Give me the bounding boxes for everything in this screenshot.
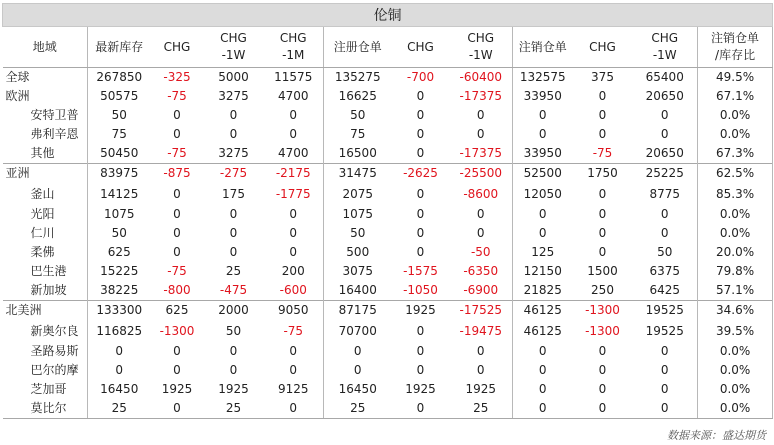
- cell-registered-chg: 0: [416, 146, 425, 160]
- cell-cancelled-warrants: 0: [513, 380, 573, 399]
- cell-cancelled-chg-1w: 0: [660, 363, 669, 377]
- cell-registered-chg-1w: 0: [476, 108, 485, 122]
- header-line: 最新库存: [95, 39, 144, 54]
- cell-cancelled-chg: 0: [598, 89, 607, 103]
- cell-cancelled-warrants: 52500: [513, 164, 573, 184]
- cell-chg-1w: 0: [229, 108, 238, 122]
- cell-cancelled-chg-1w: 6375: [649, 264, 681, 278]
- table-row: [3, 399, 773, 419]
- cell-cancelled-chg-1w: 0: [660, 344, 669, 358]
- cell-latest-stock: 133300: [88, 301, 151, 321]
- header-cancelled-stock-ratio: [698, 27, 773, 68]
- cell-cancelled-warrants: 12150: [513, 262, 573, 281]
- cell-cancelled-stock-ratio: 79.8%: [698, 262, 773, 281]
- cell-latest-stock: 14125: [88, 183, 151, 205]
- cell-cancelled-warrants: 0: [513, 399, 573, 419]
- cell-cancelled-chg-1w: 20650: [645, 89, 684, 103]
- cell-registered-warrants: 135275: [324, 68, 392, 88]
- cell-chg: -75: [167, 89, 187, 103]
- cell-chg: 0: [173, 226, 181, 240]
- cell-cancelled-chg: 1750: [573, 164, 633, 184]
- header-line: 注册仓单: [333, 39, 382, 54]
- cell-region: 全球: [3, 68, 88, 88]
- table-row: [3, 144, 773, 164]
- cell-chg-1w: 3275: [218, 89, 249, 103]
- cell-registered-warrants: 50: [324, 224, 392, 243]
- header-line: CHG: [407, 39, 434, 54]
- cell-registered-chg: 1925: [392, 301, 450, 321]
- cell-cancelled-warrants: 0: [513, 224, 573, 243]
- header-line: CHG: [220, 31, 247, 45]
- cell-cancelled-chg-1w: 0: [633, 399, 698, 419]
- cell-region: 芝加哥: [3, 380, 88, 399]
- cell-region: 新加坡: [3, 281, 88, 301]
- cell-cancelled-stock-ratio: 0.0%: [698, 106, 773, 125]
- cell-chg: 0: [173, 245, 181, 259]
- cell-cancelled-chg: 0: [598, 344, 607, 358]
- cell-chg-1m: -600: [279, 283, 307, 297]
- cell-chg: 0: [173, 127, 181, 141]
- cell-cancelled-chg: -1300: [573, 301, 633, 321]
- cell-cancelled-warrants: 46125: [513, 320, 573, 342]
- cell-chg: -75: [167, 264, 187, 278]
- cell-cancelled-chg-1w: 25225: [633, 164, 698, 184]
- cell-cancelled-stock-ratio: 67.1%: [698, 87, 773, 106]
- cell-chg-1m: -1775: [275, 187, 311, 201]
- cell-registered-chg: -1575: [403, 264, 438, 278]
- cell-registered-chg-1w: -19475: [459, 324, 502, 338]
- cell-region: 巴生港: [3, 262, 88, 281]
- header-line: CHG: [651, 31, 679, 45]
- cell-chg-1m: 0: [289, 108, 298, 122]
- cell-chg-1m: 0: [289, 245, 298, 259]
- cell-registered-warrants: 3075: [324, 262, 392, 281]
- cell-cancelled-chg-1w: 6425: [649, 283, 681, 297]
- cell-chg-1w: 0: [229, 344, 238, 358]
- cell-registered-chg: -1050: [403, 283, 438, 297]
- cell-cancelled-chg: 0: [598, 207, 607, 221]
- copper-inventory-table: [2, 3, 773, 419]
- cell-registered-chg-1w: 1925: [465, 382, 497, 396]
- cell-registered-chg: 0: [416, 89, 425, 103]
- cell-chg-1w: 50: [225, 324, 242, 338]
- cell-registered-warrants: 16450: [324, 380, 392, 399]
- cell-latest-stock: 116825: [88, 320, 151, 342]
- cell-latest-stock: 0: [88, 361, 151, 380]
- cell-chg: 0: [173, 207, 181, 221]
- header-line: /库存比: [715, 48, 756, 62]
- cell-chg-1w: 25: [225, 264, 242, 278]
- cell-chg-1w: 0: [229, 207, 238, 221]
- cell-cancelled-stock-ratio: 0.0%: [698, 342, 773, 361]
- header-line: CHG: [467, 31, 495, 45]
- cell-chg-1w: -475: [219, 283, 248, 297]
- cell-latest-stock: 38225: [88, 281, 151, 301]
- cell-chg-1w: 0: [229, 363, 238, 377]
- cell-cancelled-chg-1w: 20650: [645, 146, 684, 160]
- cell-cancelled-stock-ratio: 0.0%: [698, 380, 773, 399]
- cell-chg-1m: 0: [289, 226, 298, 240]
- cell-cancelled-chg-1w: 8775: [649, 187, 681, 201]
- cell-registered-chg-1w: 0: [476, 127, 485, 141]
- cell-registered-chg-1w: -17525: [450, 301, 513, 321]
- cell-cancelled-stock-ratio: 0.0%: [698, 224, 773, 243]
- cell-region: 莫比尔: [3, 399, 88, 419]
- table-row: [3, 262, 773, 281]
- table-row: [3, 243, 773, 262]
- cell-registered-chg-1w: -6350: [463, 264, 499, 278]
- cell-registered-chg: 0: [416, 344, 425, 358]
- cell-cancelled-warrants: 33950: [513, 144, 573, 164]
- cell-cancelled-chg: 375: [591, 70, 614, 84]
- header-line: CHG: [589, 39, 616, 54]
- cell-chg: -325: [163, 70, 191, 84]
- cell-cancelled-chg: 0: [598, 245, 607, 259]
- cell-chg-1m: 9125: [277, 382, 309, 396]
- header-chg-1w: [204, 27, 264, 68]
- cell-registered-warrants: 70700: [324, 320, 392, 342]
- cell-chg: 0: [151, 399, 204, 419]
- cell-registered-chg-1w: 0: [476, 226, 485, 240]
- cell-registered-chg-1w: -8600: [463, 187, 499, 201]
- cell-registered-chg: 1925: [405, 382, 436, 396]
- table-row: [3, 342, 773, 361]
- cell-registered-chg: 0: [416, 226, 425, 240]
- cell-cancelled-chg: 0: [573, 399, 633, 419]
- cell-registered-chg: 0: [392, 399, 450, 419]
- cell-region: 安特卫普: [3, 106, 88, 125]
- cell-cancelled-warrants: 125: [513, 243, 573, 262]
- header-line: CHG: [163, 39, 191, 54]
- cell-cancelled-stock-ratio: 49.5%: [698, 68, 773, 88]
- cell-region: 釜山: [3, 183, 88, 205]
- header-line: 注销仓单: [711, 31, 760, 45]
- table-body: [3, 68, 773, 419]
- cell-chg-1m: 4700: [277, 146, 309, 160]
- cell-registered-chg-1w: 0: [476, 363, 485, 377]
- cell-cancelled-stock-ratio: 0.0%: [698, 205, 773, 224]
- cell-cancelled-chg-1w: 19525: [645, 324, 684, 338]
- cell-cancelled-stock-ratio: 85.3%: [698, 183, 773, 205]
- cell-chg-1w: 2000: [204, 301, 264, 321]
- table-row: [3, 380, 773, 399]
- cell-region: 柔佛: [3, 243, 88, 262]
- cell-latest-stock: 75: [88, 125, 151, 144]
- cell-chg-1w: 1925: [218, 382, 249, 396]
- cell-cancelled-chg: 0: [598, 127, 607, 141]
- cell-cancelled-stock-ratio: 0.0%: [698, 399, 773, 419]
- header-row: [3, 27, 773, 68]
- cell-chg-1m: 0: [289, 344, 298, 358]
- header-line: 注销仓单: [518, 39, 567, 54]
- table-row: [3, 183, 773, 205]
- table-row: [3, 164, 773, 184]
- data-source-note: 数据来源：盛达期货: [667, 429, 766, 442]
- table-row: [3, 281, 773, 301]
- cell-cancelled-stock-ratio: 62.5%: [698, 164, 773, 184]
- cell-cancelled-warrants: 33950: [513, 87, 573, 106]
- cell-region: 巴尔的摩: [3, 361, 88, 380]
- cell-chg-1m: 0: [264, 399, 324, 419]
- cell-latest-stock: 16450: [88, 380, 151, 399]
- cell-cancelled-chg-1w: 0: [660, 108, 669, 122]
- cell-chg-1w: 175: [222, 187, 245, 201]
- cell-chg: 0: [173, 363, 181, 377]
- header-line: 地域: [32, 39, 57, 54]
- cell-cancelled-chg: 1500: [587, 264, 618, 278]
- cell-chg-1m: -75: [283, 324, 304, 338]
- cell-region: 其他: [3, 144, 88, 164]
- cell-cancelled-chg-1w: 0: [660, 382, 669, 396]
- table-row: [3, 320, 773, 342]
- cell-cancelled-chg-1w: 19525: [633, 301, 698, 321]
- cell-registered-chg: 0: [416, 108, 425, 122]
- header-line: -1W: [468, 48, 493, 62]
- cell-registered-chg-1w: -25500: [450, 164, 513, 184]
- cell-cancelled-warrants: 0: [513, 106, 573, 125]
- cell-latest-stock: 50: [88, 224, 151, 243]
- cell-chg-1w: 3275: [218, 146, 249, 160]
- table-row: [3, 301, 773, 321]
- cell-cancelled-chg-1w: 65400: [645, 70, 684, 84]
- cell-cancelled-chg: 0: [598, 363, 607, 377]
- cell-cancelled-warrants: 46125: [513, 301, 573, 321]
- cell-cancelled-chg-1w: 50: [657, 245, 673, 259]
- cell-cancelled-stock-ratio: 57.1%: [698, 281, 773, 301]
- cell-registered-warrants: 75: [324, 125, 392, 144]
- cell-cancelled-stock-ratio: 0.0%: [698, 125, 773, 144]
- cell-cancelled-chg: 0: [598, 226, 607, 240]
- cell-registered-chg: 0: [416, 363, 425, 377]
- header-registered-warrants: [324, 27, 392, 68]
- cell-registered-chg-1w: 0: [476, 344, 485, 358]
- cell-latest-stock: 15225: [88, 262, 151, 281]
- cell-registered-chg-1w: 25: [450, 399, 513, 419]
- cell-latest-stock: 50450: [88, 144, 151, 164]
- table-row: [3, 106, 773, 125]
- header-line: CHG: [279, 31, 307, 45]
- cell-chg-1m: 0: [289, 127, 298, 141]
- header-cancelled-chg: [573, 27, 633, 68]
- cell-chg: 1925: [161, 382, 193, 396]
- cell-registered-warrants: 0: [324, 361, 392, 380]
- cell-chg-1m: 11575: [274, 70, 313, 84]
- cell-cancelled-stock-ratio: 39.5%: [698, 320, 773, 342]
- cell-cancelled-chg: 0: [598, 187, 607, 201]
- cell-chg-1m: 9050: [264, 301, 324, 321]
- cell-registered-warrants: 1075: [324, 205, 392, 224]
- table-row: [3, 68, 773, 88]
- cell-latest-stock: 83975: [88, 164, 151, 184]
- header-cancelled-chg-1w: [633, 27, 698, 68]
- cell-chg: -800: [163, 283, 191, 297]
- cell-chg: -75: [167, 146, 187, 160]
- cell-region: 亚洲: [3, 164, 88, 184]
- table-row: [3, 361, 773, 380]
- cell-cancelled-warrants: 0: [513, 205, 573, 224]
- cell-registered-warrants: 25: [324, 399, 392, 419]
- cell-registered-warrants: 0: [324, 342, 392, 361]
- cell-registered-chg: -2625: [392, 164, 450, 184]
- cell-cancelled-stock-ratio: 0.0%: [698, 361, 773, 380]
- header-chg-1m: [264, 27, 324, 68]
- header-line: -1W: [652, 48, 677, 62]
- cell-registered-chg-1w: -17375: [459, 89, 502, 103]
- cell-cancelled-warrants: 12050: [513, 183, 573, 205]
- cell-region: 圣路易斯: [3, 342, 88, 361]
- cell-cancelled-chg: 0: [598, 108, 607, 122]
- cell-registered-chg-1w: -6900: [463, 283, 499, 297]
- cell-chg-1w: 0: [229, 245, 238, 259]
- cell-cancelled-chg: 250: [591, 283, 614, 297]
- cell-registered-chg: 0: [416, 127, 425, 141]
- header-registered-chg-1w: [450, 27, 513, 68]
- cell-registered-chg: 0: [416, 324, 425, 338]
- cell-registered-warrants: 500: [324, 243, 392, 262]
- cell-registered-warrants: 87175: [324, 301, 392, 321]
- cell-cancelled-warrants: 0: [513, 342, 573, 361]
- cell-region: 北美洲: [3, 301, 88, 321]
- cell-chg-1m: 0: [289, 207, 298, 221]
- cell-region: 新奥尔良: [3, 320, 88, 342]
- table-row: [3, 125, 773, 144]
- header-chg: [151, 27, 204, 68]
- header-registered-chg: [392, 27, 450, 68]
- header-line: -1W: [221, 48, 246, 62]
- cell-registered-warrants: 50: [324, 106, 392, 125]
- cell-region: 欧洲: [3, 87, 88, 106]
- cell-cancelled-stock-ratio: 20.0%: [698, 243, 773, 262]
- cell-latest-stock: 0: [88, 342, 151, 361]
- cell-chg-1m: 200: [281, 264, 305, 278]
- cell-cancelled-chg: -75: [592, 146, 613, 160]
- cell-registered-chg: 0: [416, 245, 425, 259]
- cell-cancelled-warrants: 0: [513, 361, 573, 380]
- cell-latest-stock: 625: [88, 243, 151, 262]
- cell-registered-warrants: 31475: [324, 164, 392, 184]
- cell-chg-1w: 0: [229, 226, 238, 240]
- cell-latest-stock: 1075: [88, 205, 151, 224]
- cell-latest-stock: 50: [88, 106, 151, 125]
- cell-chg: 0: [173, 108, 181, 122]
- cell-cancelled-warrants: 21825: [513, 281, 573, 301]
- cell-region: 仁川: [3, 224, 88, 243]
- cell-latest-stock: 25: [88, 399, 151, 419]
- cell-registered-chg-1w: -17375: [459, 146, 502, 160]
- cell-chg-1w: 25: [204, 399, 264, 419]
- cell-chg-1w: 5000: [218, 70, 249, 84]
- cell-region: 弗利辛恩: [3, 125, 88, 144]
- cell-chg-1m: 0: [289, 363, 298, 377]
- cell-registered-chg: -700: [406, 70, 435, 84]
- cell-registered-chg: 0: [416, 187, 425, 201]
- cell-chg: -875: [151, 164, 204, 184]
- cell-chg-1w: -275: [204, 164, 264, 184]
- cell-cancelled-warrants: 132575: [513, 68, 573, 88]
- table-row: [3, 205, 773, 224]
- cell-chg: 0: [173, 344, 181, 358]
- cell-cancelled-chg: 0: [598, 382, 607, 396]
- cell-registered-warrants: 16625: [324, 87, 392, 106]
- header-cancelled-warrants: [513, 27, 573, 68]
- cell-cancelled-warrants: 0: [513, 125, 573, 144]
- cell-registered-warrants: 16500: [324, 144, 392, 164]
- cell-chg: 0: [173, 187, 181, 201]
- cell-cancelled-stock-ratio: 67.3%: [698, 144, 773, 164]
- cell-latest-stock: 50575: [88, 87, 151, 106]
- cell-registered-chg-1w: -50: [470, 245, 491, 259]
- cell-chg-1m: -2175: [264, 164, 324, 184]
- cell-registered-chg-1w: -60400: [459, 70, 502, 84]
- cell-registered-chg-1w: 0: [476, 207, 485, 221]
- cell-latest-stock: 267850: [88, 68, 151, 88]
- header-line: -1M: [282, 48, 305, 62]
- table-row: [3, 87, 773, 106]
- cell-cancelled-stock-ratio: 34.6%: [698, 301, 773, 321]
- cell-cancelled-chg-1w: 0: [660, 127, 669, 141]
- cell-registered-warrants: 16400: [324, 281, 392, 301]
- cell-region: 光阳: [3, 205, 88, 224]
- header-latest-stock: [88, 27, 151, 68]
- cell-chg-1w: 0: [229, 127, 238, 141]
- header-region: [3, 27, 88, 68]
- table-title: 伦铜: [3, 4, 773, 27]
- cell-registered-chg: 0: [416, 207, 425, 221]
- table-row: [3, 224, 773, 243]
- cell-chg: -1300: [159, 324, 195, 338]
- cell-chg-1m: 4700: [277, 89, 309, 103]
- cell-cancelled-chg-1w: 0: [660, 226, 669, 240]
- cell-chg: 625: [151, 301, 204, 321]
- cell-registered-warrants: 2075: [324, 183, 392, 205]
- cell-cancelled-chg: -1300: [585, 324, 620, 338]
- cell-cancelled-chg-1w: 0: [660, 207, 669, 221]
